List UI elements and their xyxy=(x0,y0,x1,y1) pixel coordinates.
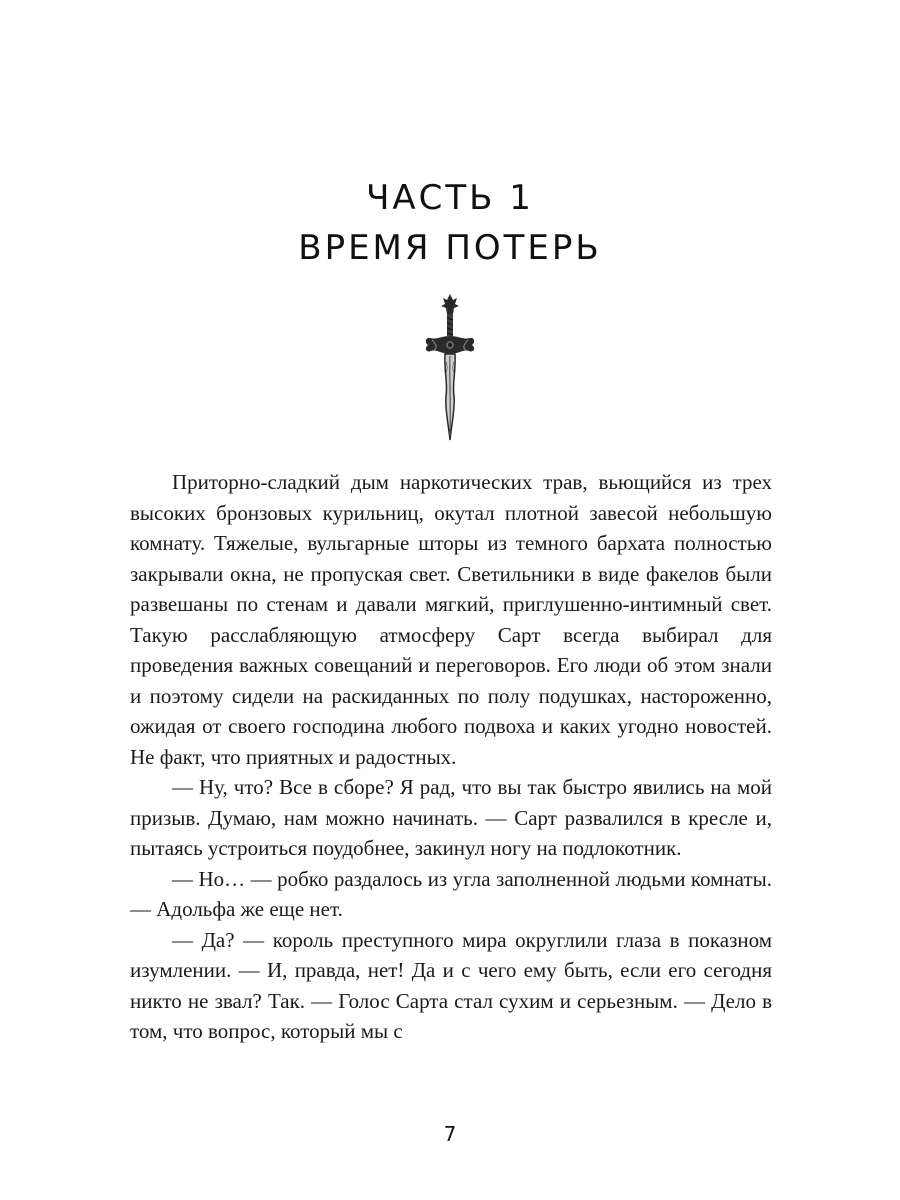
page-number: 7 xyxy=(443,1122,457,1146)
dagger-icon xyxy=(418,292,482,442)
paragraph: Приторно-сладкий дым наркотических трав, вьющийся из трех высоких бронзовых курильниц, окутал плотной завесой небольшую комнату. Тяжелые, вульгарные шторы из темного бархата полностью закрывали окна, не пропуская свет. Светильники в виде факелов были развешаны по стенам и давали мягкий, приглушенно-интимный свет. Такую расслабляющую атмосферу Сарт всегда выбирал для проведения важных совещаний и переговоров. Его люди об этом знали и поэтому сидели на раскиданных по полу подушках, настороженно, ожидая от своего господина любого подвоха и каких угодно новостей. Не факт, что приятных и радостных. xyxy=(130,470,772,769)
body-text xyxy=(130,467,772,1047)
paragraph: — Но… — робко раздалось из угла заполненной людьми комнаты. — Адольфа же еще нет. xyxy=(130,866,772,921)
part-label: ЧАСТЬ 1 xyxy=(366,178,534,218)
paragraph: — Да? — король преступного мира округлили глаза в показном изумлении. — И, правда, нет! Да и с чего ему быть, если его сегодня никто не звал? Так. — Голос Сарта стал сухим и серьезным. — Дело в том, что вопрос, который мы с xyxy=(130,927,772,1043)
chapter-title: ВРЕМЯ ПОТЕРЬ xyxy=(298,228,602,268)
paragraph: — Ну, что? Все в сборе? Я рад, что вы так быстро явились на мой призыв. Думаю, нам можно начинать. — Сарт развалился в кресле и, пытаясь устроиться поудобнее, закинул ногу на подлокотник. xyxy=(130,775,772,860)
